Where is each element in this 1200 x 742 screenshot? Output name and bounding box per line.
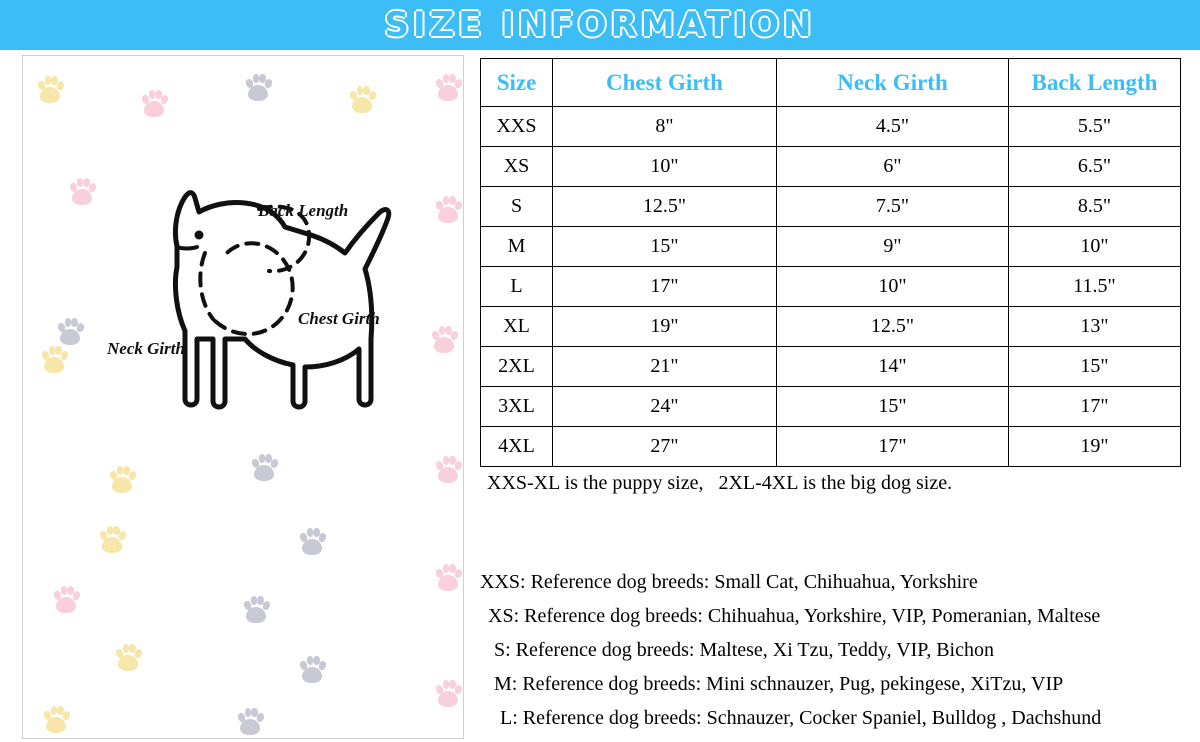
cell-size: 2XL — [481, 347, 553, 387]
cell-size: XL — [481, 307, 553, 347]
cell-back: 8.5" — [1009, 187, 1181, 227]
cell-neck: 12.5" — [777, 307, 1009, 347]
paw-icon — [299, 528, 325, 558]
breed-reference-list — [480, 565, 1190, 735]
table-row — [481, 187, 1181, 227]
cell-size: XXS — [481, 107, 553, 147]
breed-line-l: L: Reference dog breeds: Schnauzer, Cocker Spaniel, Bulldog , Dachshund — [500, 707, 1102, 729]
paw-icon — [431, 326, 457, 356]
cell-back: 5.5" — [1009, 107, 1181, 147]
cell-chest: 24" — [553, 387, 777, 427]
table-row — [481, 267, 1181, 307]
column-header-neck-girth: Neck Girth — [777, 59, 1009, 107]
paw-icon — [435, 456, 461, 486]
cell-back: 19" — [1009, 427, 1181, 467]
dog-eye-icon — [195, 231, 204, 240]
cell-size: 3XL — [481, 387, 553, 427]
cell-neck: 10" — [777, 267, 1009, 307]
cell-neck: 9" — [777, 227, 1009, 267]
cell-neck: 15" — [777, 387, 1009, 427]
label-neck-girth: Neck Girth — [107, 339, 185, 358]
table-row — [481, 307, 1181, 347]
breed-line-s: S: Reference dog breeds: Maltese, Xi Tzu, Teddy, VIP, Bichon — [494, 639, 994, 661]
column-header-size: Size — [481, 59, 553, 107]
header — [0, 0, 1200, 50]
table-row — [481, 147, 1181, 187]
paw-icon — [349, 86, 375, 116]
cell-neck: 6" — [777, 147, 1009, 187]
dog-diagram — [73, 161, 433, 451]
paw-icon — [299, 656, 325, 686]
column-header-back-length: Back Length — [1009, 59, 1181, 107]
paw-icon — [245, 74, 271, 104]
paw-icon — [435, 564, 461, 594]
cell-chest: 12.5" — [553, 187, 777, 227]
dog-mouth-icon — [177, 247, 197, 249]
paw-icon — [435, 74, 461, 104]
paw-icon — [243, 596, 269, 626]
page-title-text: SIZE INFORMATION — [384, 5, 816, 45]
cell-chest: 17" — [553, 267, 777, 307]
paw-icon — [53, 586, 79, 616]
cell-chest: 19" — [553, 307, 777, 347]
illustration-panel — [22, 55, 464, 739]
cell-chest: 8" — [553, 107, 777, 147]
cell-size: XS — [481, 147, 553, 187]
breed-line-xs: XS: Reference dog breeds: Chihuahua, Yorkshire, VIP, Pomeranian, Maltese — [488, 605, 1101, 627]
paw-icon — [99, 526, 125, 556]
paw-icon — [435, 196, 461, 226]
paw-icon — [37, 76, 63, 106]
paw-icon — [237, 708, 263, 738]
table-row — [481, 107, 1181, 147]
cell-back: 11.5" — [1009, 267, 1181, 307]
paw-icon — [115, 644, 141, 674]
table-row — [481, 387, 1181, 427]
dog-outline-icon — [73, 161, 433, 451]
cell-chest: 21" — [553, 347, 777, 387]
paw-icon — [41, 346, 67, 376]
table-row — [481, 427, 1181, 467]
label-chest-girth: Chest Girth — [298, 309, 380, 328]
breed-line-xxs: XXS: Reference dog breeds: Small Cat, Chihuahua, Yorkshire — [480, 571, 978, 593]
cell-chest: 10" — [553, 147, 777, 187]
cell-neck: 14" — [777, 347, 1009, 387]
size-table — [480, 58, 1181, 467]
breed-line-m: M: Reference dog breeds: Mini schnauzer, Pug, pekingese, XiTzu, VIP — [494, 673, 1064, 695]
table-body — [481, 107, 1181, 467]
table-header-row — [481, 59, 1181, 107]
chest-girth-measure-line — [215, 243, 293, 334]
cell-size: M — [481, 227, 553, 267]
cell-back: 15" — [1009, 347, 1181, 387]
paw-icon — [435, 680, 461, 710]
paw-icon — [109, 466, 135, 496]
cell-chest: 27" — [553, 427, 777, 467]
neck-girth-measure-line — [200, 253, 213, 319]
cell-size: S — [481, 187, 553, 227]
size-note: XXS-XL is the puppy size, 2XL-4XL is the big dog size. — [487, 472, 953, 494]
cell-size: 4XL — [481, 427, 553, 467]
label-back-length: Back Length — [258, 201, 349, 220]
cell-chest: 15" — [553, 227, 777, 267]
cell-neck: 17" — [777, 427, 1009, 467]
table-row — [481, 347, 1181, 387]
cell-back: 13" — [1009, 307, 1181, 347]
page-title — [385, 5, 816, 45]
cell-back: 6.5" — [1009, 147, 1181, 187]
table-row — [481, 227, 1181, 267]
cell-back: 10" — [1009, 227, 1181, 267]
cell-neck: 4.5" — [777, 107, 1009, 147]
paw-icon — [141, 90, 167, 120]
cell-size: L — [481, 267, 553, 307]
size-table-wrapper — [480, 58, 1180, 467]
column-header-chest-girth: Chest Girth — [553, 59, 777, 107]
paw-icon — [43, 706, 69, 736]
cell-neck: 7.5" — [777, 187, 1009, 227]
cell-back: 17" — [1009, 387, 1181, 427]
paw-icon — [251, 454, 277, 484]
